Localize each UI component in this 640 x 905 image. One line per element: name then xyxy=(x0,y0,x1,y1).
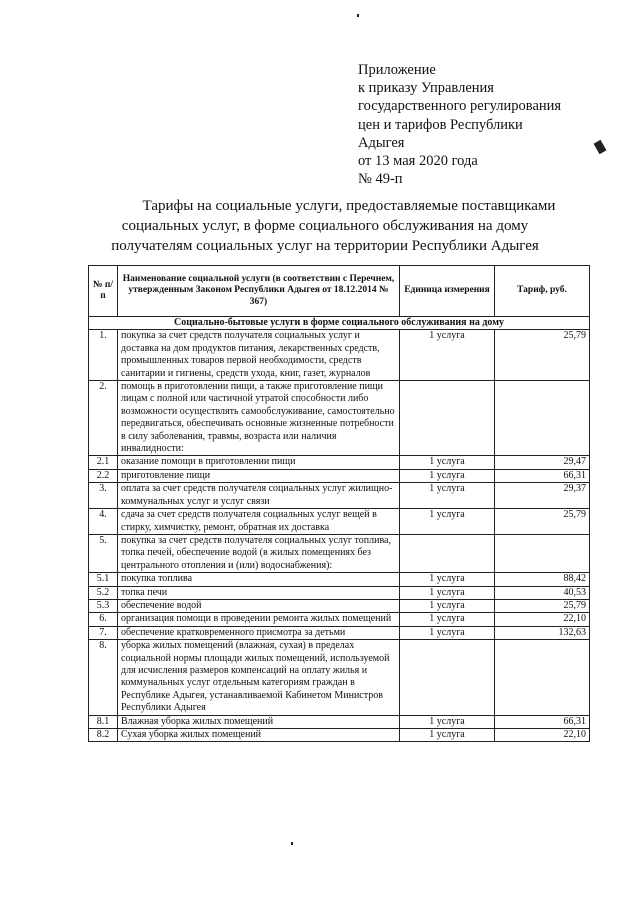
scan-speck xyxy=(594,140,607,154)
row-number: 2.1 xyxy=(89,456,118,469)
appendix-line: к приказу Управления xyxy=(358,80,494,97)
unit-cell xyxy=(400,534,495,572)
row-number: 5.1 xyxy=(89,573,118,586)
service-name: покупка за счет средств получателя социальных услуг и доставка на дом продуктов питания, лекарственных средств, промышленных товаров первой необходимости, средств санитарии и гигиены, средств ухода, книг, газет, журналов xyxy=(118,330,400,381)
tariffs-table xyxy=(88,265,590,742)
price-cell: 29,47 xyxy=(495,456,590,469)
service-name: обеспечение кратковременного присмотра за детьми xyxy=(118,626,400,639)
title-line: Тарифы на социальные услуги, предоставляемые поставщиками xyxy=(142,198,556,214)
price-cell xyxy=(495,534,590,572)
row-number: 6. xyxy=(89,613,118,626)
appendix-line: № 49-п xyxy=(358,171,403,188)
unit-cell: 1 услуга xyxy=(400,599,495,612)
table-row xyxy=(89,330,590,381)
appendix-line: Приложение xyxy=(358,62,436,78)
appendix-line: Адыгея xyxy=(358,134,405,151)
table-header-row xyxy=(89,266,590,317)
unit-cell: 1 услуга xyxy=(400,330,495,381)
appendix-line: государственного регулирования xyxy=(358,98,562,115)
price-cell xyxy=(495,640,590,715)
row-number: 5. xyxy=(89,534,118,572)
unit-cell: 1 услуга xyxy=(400,509,495,535)
price-cell: 66,31 xyxy=(495,469,590,482)
scan-speck xyxy=(291,842,293,845)
unit-cell: 1 услуга xyxy=(400,715,495,728)
unit-cell: 1 услуга xyxy=(400,729,495,742)
scan-speck xyxy=(357,14,359,17)
document-title xyxy=(60,196,590,256)
row-number: 8.1 xyxy=(89,715,118,728)
unit-cell: 1 услуга xyxy=(400,626,495,639)
unit-cell: 1 услуга xyxy=(400,613,495,626)
service-name: помощь в приготовлении пищи, а также приготовление пищи лицам с полной или частичной утратой способности либо возможности осуществлять самообслуживание, самостоятельно передвигаться, обеспечивать основные жизненные потребности в силу заболевания, травмы, возраста или наличия инвалидности: xyxy=(118,381,400,456)
row-number: 3. xyxy=(89,483,118,509)
title-line: получателям социальных услуг на территории Республики Адыгея xyxy=(111,238,539,254)
table-row xyxy=(89,509,590,535)
appendix-block xyxy=(358,61,561,188)
service-name: топка печи xyxy=(118,586,400,599)
row-number: 2.2 xyxy=(89,469,118,482)
price-cell: 88,42 xyxy=(495,573,590,586)
service-name: покупка за счет средств получателя социальных услуг топлива, топка печей, обеспечение водой (в жилых помещениях без центрального отопления и (или) водоснабжения): xyxy=(118,534,400,572)
service-name: Сухая уборка жилых помещений xyxy=(118,729,400,742)
unit-cell: 1 услуга xyxy=(400,469,495,482)
table-row xyxy=(89,469,590,482)
unit-cell: 1 услуга xyxy=(400,573,495,586)
row-number: 4. xyxy=(89,509,118,535)
row-number: 8.2 xyxy=(89,729,118,742)
service-name: оплата за счет средств получателя социальных услуг жилищно- коммунальных услуг и услуг связи xyxy=(118,483,400,509)
row-number: 1. xyxy=(89,330,118,381)
service-name: обеспечение водой xyxy=(118,599,400,612)
row-number: 5.3 xyxy=(89,599,118,612)
price-cell xyxy=(495,381,590,456)
appendix-line: от 13 мая 2020 года xyxy=(358,153,478,170)
unit-cell xyxy=(400,640,495,715)
price-cell: 29,37 xyxy=(495,483,590,509)
price-cell: 22,10 xyxy=(495,729,590,742)
table-row xyxy=(89,626,590,639)
title-line: социальных услуг, в форме социального обслуживания на дому xyxy=(121,218,529,234)
price-cell: 25,79 xyxy=(495,509,590,535)
header-num: № п/п xyxy=(89,266,118,317)
row-number: 7. xyxy=(89,626,118,639)
table-row xyxy=(89,640,590,715)
table-row xyxy=(89,715,590,728)
price-cell: 25,79 xyxy=(495,330,590,381)
table-row xyxy=(89,613,590,626)
service-name: сдача за счет средств получателя социальных услуг вещей в стирку, химчистку, ремонт, обратная их доставка xyxy=(118,509,400,535)
table-row xyxy=(89,729,590,742)
table-row xyxy=(89,534,590,572)
service-name: приготовление пищи xyxy=(118,469,400,482)
section-row xyxy=(89,317,590,330)
unit-cell: 1 услуга xyxy=(400,456,495,469)
header-name: Наименование социальной услуги (в соответствии с Перечнем, утвержденным Законом Республики Адыгея от 18.12.2014 № 367) xyxy=(118,266,400,317)
table-row xyxy=(89,483,590,509)
service-name: организация помощи в проведении ремонта жилых помещений xyxy=(118,613,400,626)
unit-cell: 1 услуга xyxy=(400,586,495,599)
service-name: оказание помощи в приготовлении пищи xyxy=(118,456,400,469)
price-cell: 22,10 xyxy=(495,613,590,626)
row-number: 5.2 xyxy=(89,586,118,599)
header-price: Тариф, руб. xyxy=(495,266,590,317)
service-name: Влажная уборка жилых помещений xyxy=(118,715,400,728)
price-cell: 25,79 xyxy=(495,599,590,612)
price-cell: 40,53 xyxy=(495,586,590,599)
service-name: покупка топлива xyxy=(118,573,400,586)
appendix-line: цен и тарифов Республики xyxy=(358,116,523,133)
table-row xyxy=(89,573,590,586)
unit-cell: 1 услуга xyxy=(400,483,495,509)
table-row xyxy=(89,586,590,599)
row-number: 2. xyxy=(89,381,118,456)
unit-cell xyxy=(400,381,495,456)
table-row xyxy=(89,599,590,612)
table-row xyxy=(89,456,590,469)
section-title: Социально-бытовые услуги в форме социального обслуживания на дому xyxy=(89,317,590,330)
table-row xyxy=(89,381,590,456)
service-name: уборка жилых помещений (влажная, сухая) в пределах социальной нормы площади жилых помещений, используемой для исчисления размеров компенсаций на оплату жилья и коммунальных услуг отдельным категориям граждан в Республике Адыгея, устанавливаемой Кабинетом Министров Республики Адыгея xyxy=(118,640,400,715)
header-unit: Единица измерения xyxy=(400,266,495,317)
price-cell: 66,31 xyxy=(495,715,590,728)
price-cell: 132,63 xyxy=(495,626,590,639)
row-number: 8. xyxy=(89,640,118,715)
